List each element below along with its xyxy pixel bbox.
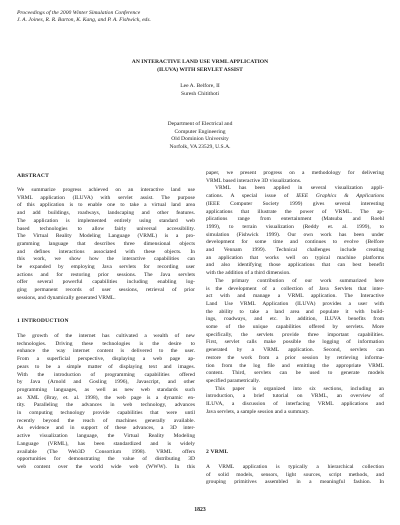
- text-line: be expanded by employing Java servlets for recording user: [17, 264, 195, 271]
- affiliation-block: [0, 121, 400, 152]
- text-line: First, servlet calls make possible the logging of information: [206, 339, 384, 346]
- text-line: in computing technology provide capabilities that were until: [17, 410, 195, 417]
- text-line: of this application is to enable one to take a virtual land area: [17, 202, 195, 209]
- text-line: We summarize progress achieved on an interactive land use: [17, 187, 195, 193]
- text-line: The Virtual Reality Modeling Language (VRML) is a pro-: [17, 233, 195, 240]
- page-number: 1823: [194, 507, 206, 513]
- text-line: sessions, and dynamically generated VRML.: [17, 294, 116, 301]
- text-line: (IEEE Computer Society 1999) gives several interesting: [206, 200, 384, 207]
- text-line: some of the unique capabilities offered by servlets. More: [206, 324, 384, 331]
- affiliation-line: Old Dominion University: [171, 136, 229, 143]
- text-line: gramming language that describes three dimensional objects: [17, 240, 195, 247]
- text-line: 1999), to terrain visualization (Reddy et. al. 1999), to: [206, 223, 384, 230]
- text-line: VRML application (ILUVA) with servlet assist. The purpose: [17, 194, 195, 201]
- abstract-body: [17, 187, 195, 303]
- text-line: content. Third, servlets can be used to generate models: [206, 370, 384, 377]
- vrml-body: [206, 464, 384, 487]
- author-name: Suresh Chitithoti: [180, 90, 220, 97]
- text-line: introduction, a brief tutorial on VRML, an overview of: [206, 393, 384, 400]
- text-line: ILUVA, a discussion of interfacing VRML applications and: [206, 401, 384, 408]
- text-line: act with and manage a VRML application. The Interactive: [206, 293, 384, 300]
- author-name: Lee A. Belfore, II: [180, 83, 220, 89]
- text-line: tity. Paralleling the advances in web technology, advances: [17, 402, 195, 409]
- running-header: [17, 10, 151, 25]
- text-line: recently beyond the reach of machines generally available.: [17, 417, 195, 424]
- text-line: and defines interactions associated with these objects. In: [17, 248, 195, 255]
- text-line: of solid models, sensors, light sources, script methods, and: [206, 471, 384, 478]
- paragraph: [206, 170, 384, 185]
- text-line: ging permanent records of user sessions, retrieval of prior: [17, 287, 195, 294]
- text-line: as XML (Bray, et. al. 1998), the web page is a dynamic en-: [17, 394, 195, 401]
- text-line: cations. A special issue of IEEE Graphics & Applications: [206, 193, 385, 200]
- text-line: grouping primitives assembled in a meaningful fashion. In: [206, 479, 384, 486]
- editors-line: J. A. Joines, R. R. Barton, K. Kang, and P. A. Fishwick, eds.: [17, 17, 151, 24]
- text-line: VRML has been applied in several visualization appli-: [215, 185, 384, 192]
- text-line: is the development of a collection of Java Servlets that inter-: [206, 285, 384, 292]
- conference-line: Proceedings of the 2000 Winter Simulation Conference: [17, 10, 141, 16]
- text-line: From a superficial perspective, displaying a web page ap-: [17, 356, 195, 363]
- text-line: enhance the way internet content is delivered to the user.: [17, 348, 195, 355]
- text-line: This paper is organized into six sections, including an: [215, 385, 384, 392]
- text-line: web content over the world wide web (WWW). In this: [17, 463, 195, 470]
- text-line: development for some time and continues to evolve (Belfore: [206, 239, 384, 246]
- text-line: The growth of the internet has cultivated a wealth of new: [17, 333, 195, 339]
- text-line: and add buildings, roadways, landscaping and other features.: [17, 210, 195, 217]
- introduction-body: [17, 333, 195, 472]
- vrml-heading: 2 VRML: [206, 449, 229, 455]
- text-line: pears to be a simple matter of displaying text and images.: [17, 363, 195, 370]
- text-line: actions and for restoring prior sessions. The Java servlets: [17, 271, 195, 278]
- text-line: The primary contribution of our work summarized here: [215, 277, 384, 284]
- affiliation-line: Computer Engineering: [174, 128, 226, 135]
- abstract-heading: ABSTRACT: [17, 173, 50, 179]
- text-line: programming languages, as well as new web standards such: [17, 386, 195, 393]
- paper-title: [0, 59, 400, 74]
- text-line: an application that works well on typical machine platforms: [206, 254, 384, 261]
- text-line: paper, we present progress on a methodology for delivering: [206, 170, 384, 176]
- author-block: [0, 83, 400, 98]
- text-line: active visualization language, the Virtual Reality Modeling: [17, 433, 195, 440]
- right-column-body: [206, 170, 384, 417]
- paragraph: [17, 187, 195, 303]
- text-line: technologies. Driving these technologies is the desire to: [17, 340, 195, 347]
- paragraph: [206, 278, 384, 386]
- text-line: the ability to take a land area and populate it with build-: [206, 308, 384, 315]
- title-line: (ILUVA) WITH SERVLET ASSIST: [157, 66, 243, 73]
- text-line: Land Use VRML Application (ILUVA) provides a user with: [206, 300, 384, 307]
- text-line: offer several powerful capabilities including enabling log-: [17, 279, 195, 286]
- text-line: this work, we show how the interactive capabilities can: [17, 256, 195, 263]
- text-line: opportunities for demonstrating the value of distributing 3D: [17, 456, 195, 463]
- text-line: The application is implemented entirely using standard web: [17, 217, 195, 224]
- text-line: restore the work from a prior session by retrieving informa-: [206, 354, 384, 361]
- text-line: VRML based interactive 3D visualizations.: [206, 177, 302, 184]
- text-line: tion from the log file and emitting the appropriate VRML: [206, 362, 384, 369]
- affiliation-line: Norfolk, VA 23529, U.S.A.: [169, 144, 231, 151]
- text-line: plications range from entertainment (Matsuba and Roehl: [206, 216, 384, 223]
- text-line: As evidence and in support of these advances, a 3D inter-: [17, 425, 195, 432]
- text-line: Java servlets, a sample session and a summary.: [206, 408, 310, 415]
- text-line: With the introduction of programming capabilities offered: [17, 371, 195, 378]
- text-line: with the addition of a third dimension.: [206, 270, 291, 277]
- text-line: Language (VRML), has been standardized and is widely: [17, 440, 195, 447]
- text-line: generated by a VRML application. Second, servlets can: [206, 347, 384, 354]
- title-line: AN INTERACTIVE LAND USE VRML APPLICATION: [131, 59, 269, 65]
- affiliation-line: Department of Electrical and: [167, 121, 233, 127]
- text-line: and also identifying those applications that can best benefit: [206, 262, 384, 269]
- journal-title: IEEE Graphics & Applications: [296, 193, 385, 200]
- text-line: available (The Web3D Consortium 1998). VRML offers: [17, 448, 195, 455]
- paragraph: [206, 464, 384, 487]
- introduction-heading: 1 INTRODUCTION: [17, 318, 69, 324]
- text-line: specified parametrically.: [206, 377, 261, 384]
- text-line: by Java (Arnold and Gosling 1996), Javascript, and other: [17, 379, 195, 386]
- text-line: simulation (Fishwick 1999). Our own work has been under: [206, 231, 384, 238]
- paragraph: [17, 333, 195, 472]
- text-line: ings, roadways, and etc. In addition, ILUVA benefits from: [206, 316, 384, 323]
- text-line: based technologies to allow fairly universal accessibility.: [17, 225, 195, 232]
- text-line: A VRML application is typically a hierarchical collection: [206, 464, 384, 470]
- text-line: specifically, the servlets provide three important capabilities.: [206, 331, 384, 338]
- text-line: applications that illustrate the power of VRML. The ap-: [206, 208, 384, 215]
- text-line: and Vennam 1999). Technical challenges include creating: [206, 247, 384, 254]
- paragraph: [206, 185, 384, 277]
- paragraph: [206, 386, 384, 417]
